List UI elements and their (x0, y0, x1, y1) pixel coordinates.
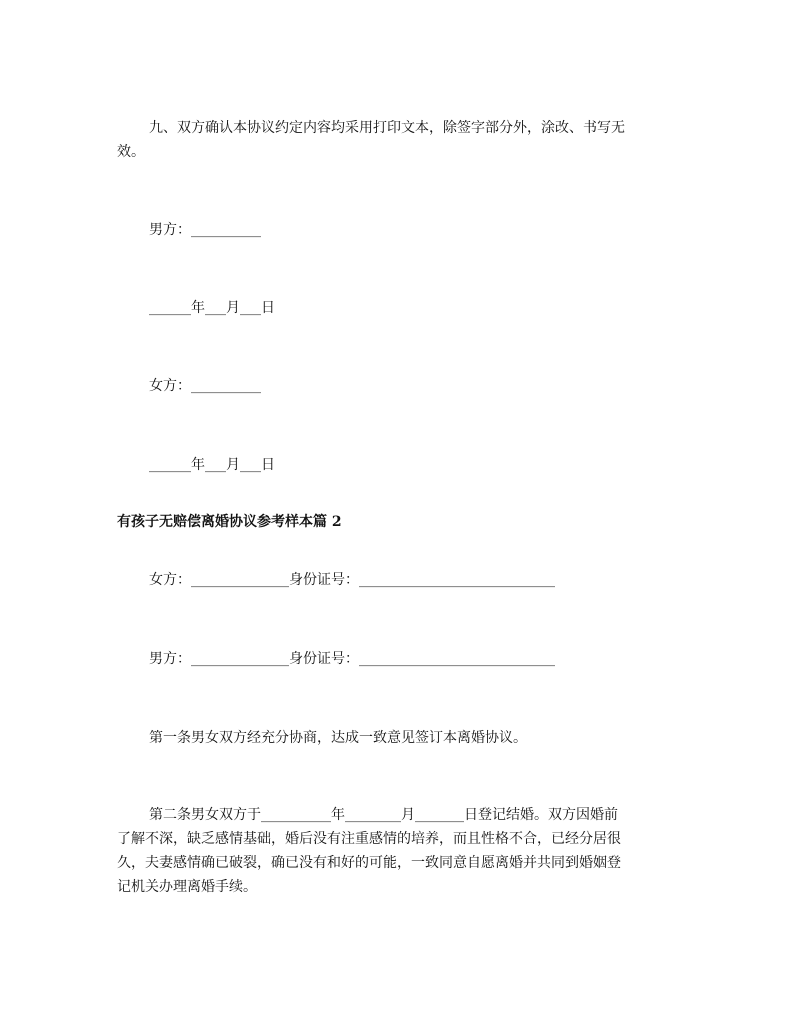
article-2-line-4: 记机关办理离婚手续。 (117, 879, 257, 895)
clause-9-line-1: 九、双方确认本协议约定内容均采用打印文本，除签字部分外，涂改、书写无 (149, 120, 625, 136)
male-signature-line: 男方：__________ (149, 222, 261, 238)
article-2-line-1: 第二条男女双方于__________年________月_______日登记结婚。双方因婚前 (149, 807, 618, 823)
article-1: 第一条男女双方经充分协商，达成一致意见签订本离婚协议。 (149, 730, 527, 746)
article-2-line-2: 了解不深，缺乏感情基础，婚后没有注重感情的培养，而且性格不合，已经分居很 (117, 831, 621, 847)
female-signature-line: 女方：__________ (149, 378, 261, 394)
female-date-line: ______年___月___日 (149, 457, 275, 473)
article-2 (117, 803, 687, 899)
section-heading: 有孩子无赔偿离婚协议参考样本篇 2 (117, 514, 342, 530)
article-2-line-3: 久，夫妻感情确已破裂，确已没有和好的可能，一致同意自愿离婚并共同到婚姻登 (117, 855, 621, 871)
female-id-line: 女方：______________身份证号：____________________________ (149, 572, 555, 588)
male-date-line: ______年___月___日 (149, 300, 275, 316)
male-id-line: 男方：______________身份证号：____________________________ (149, 651, 555, 667)
clause-9-line-2: 效。 (117, 144, 145, 160)
